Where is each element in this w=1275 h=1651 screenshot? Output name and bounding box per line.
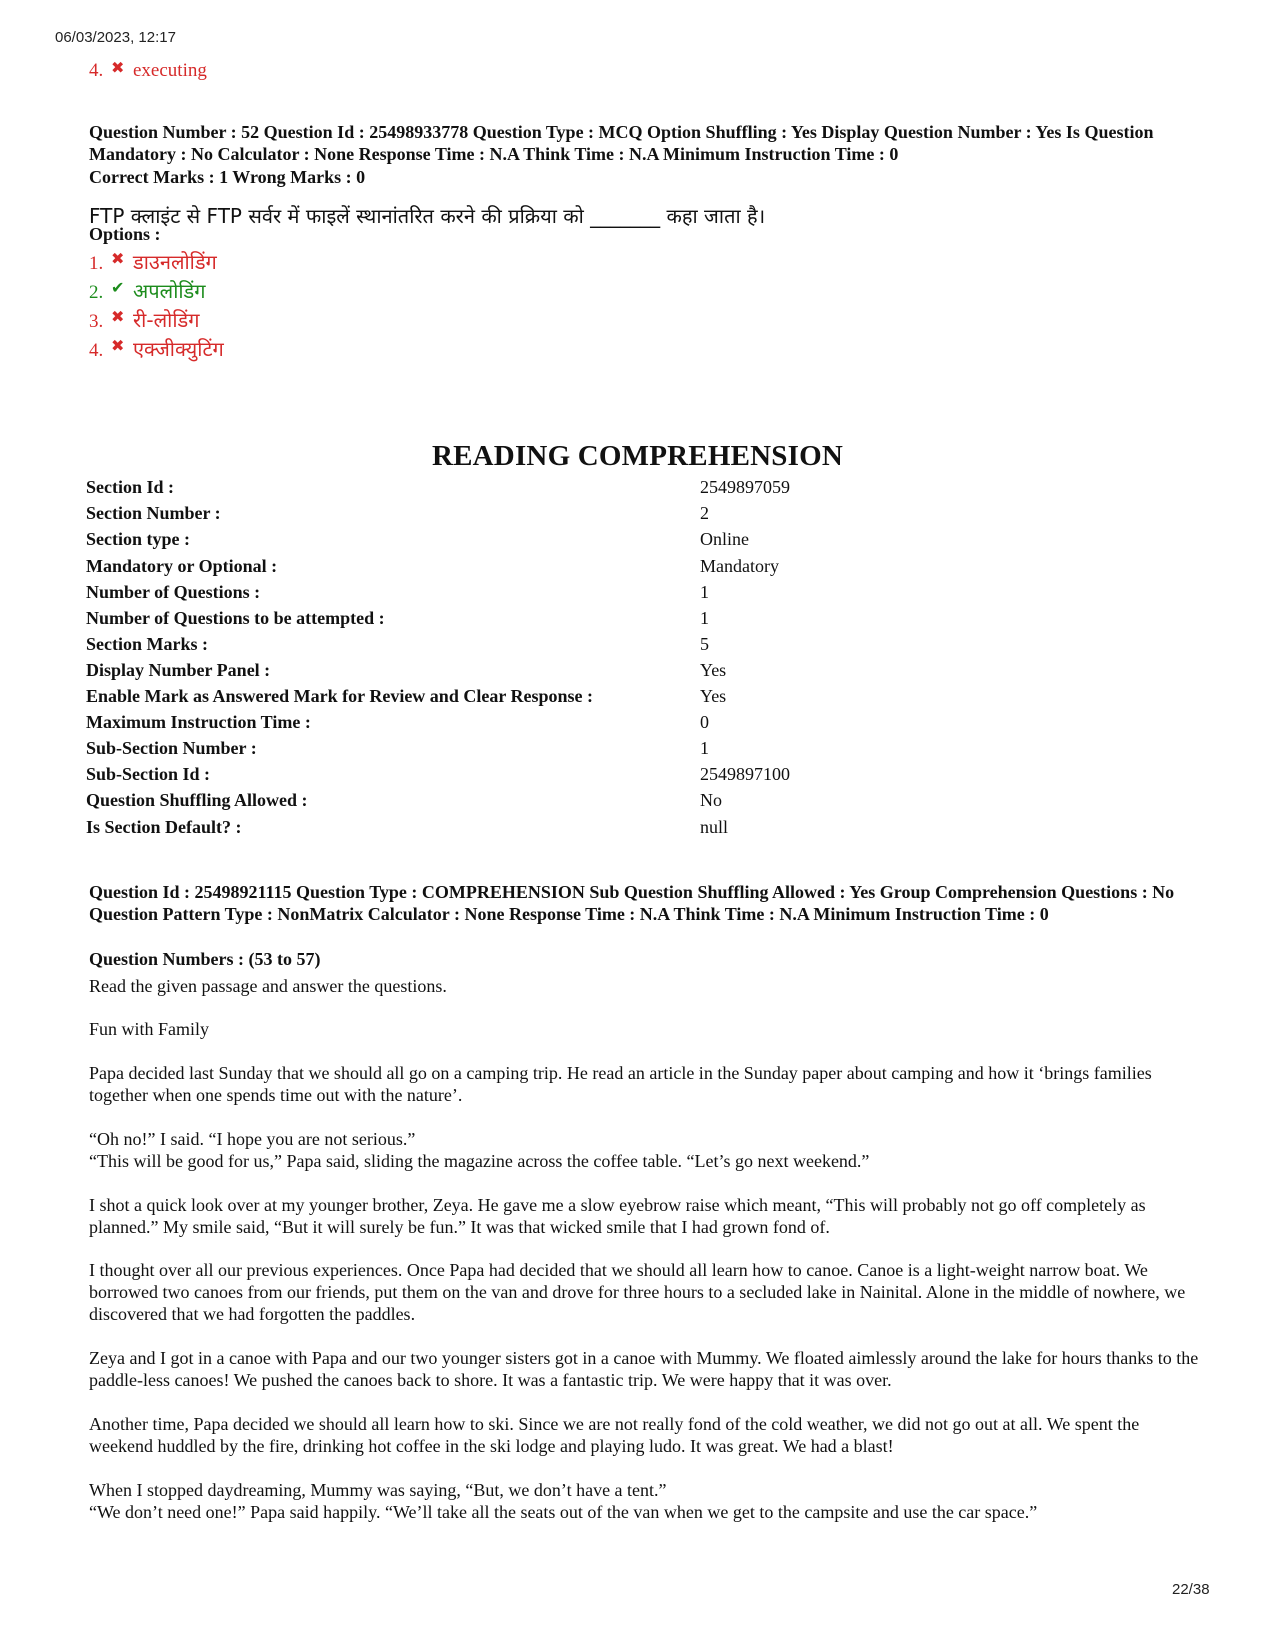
- section-row: [86, 556, 1186, 582]
- section-row-label: Question Shuffling Allowed :: [86, 790, 308, 810]
- passage-paragraph: “This will be good for us,” Papa said, sliding the magazine across the coffee table. “Let’s go next weekend.”: [89, 1151, 870, 1171]
- passage-paragraph: Papa decided last Sunday that we should all go on a camping trip. He read an article in the Sunday paper about camping and how it ‘brings families together when one spends time out with the nature’.: [89, 1063, 1152, 1105]
- section-row-label: Section Marks :: [86, 634, 208, 654]
- section-row: [86, 634, 1186, 660]
- section-row: [86, 686, 1186, 712]
- question-52-text: FTP क्लाइंट से FTP सर्वर में फाइलें स्थानांतरित करने की प्रक्रिया को _______ कहा जाता है।: [89, 204, 766, 228]
- section-row-label: Maximum Instruction Time :: [86, 712, 311, 732]
- option-number: 4.: [89, 340, 104, 361]
- option-number: 2.: [89, 282, 104, 303]
- option-number: 3.: [89, 311, 104, 332]
- check-icon: ✔: [111, 278, 125, 297]
- section-row-value: Yes: [700, 686, 727, 706]
- section-row-value: 0: [700, 712, 709, 732]
- section-row-value: Yes: [700, 660, 727, 680]
- passage-paragraph: “Oh no!” I said. “I hope you are not serious.”: [89, 1129, 416, 1149]
- section-row-value: 1: [700, 582, 709, 602]
- cross-icon: ✖: [111, 307, 125, 326]
- question-52-option-1: [89, 248, 217, 276]
- section-row: [86, 660, 1186, 686]
- cross-icon: ✖: [111, 249, 125, 268]
- section-row-value: 1: [700, 608, 709, 628]
- passage-instruction: Read the given passage and answer the questions.: [89, 976, 447, 996]
- section-row-label: Section Id :: [86, 477, 175, 497]
- option-text: डाउनलोडिंग: [133, 250, 217, 274]
- section-row: [86, 608, 1186, 634]
- passage-paragraph: “We don’t need one!” Papa said happily. “We’ll take all the seats out of the van when we get to the campsite and use the car space.”: [89, 1502, 1038, 1522]
- question-52-meta: Question Number : 52 Question Id : 25498933778 Question Type : MCQ Option Shuffling : Yes Display Question Number : Yes Is Question Mandatory : No Calculator : None Response Time : N.A Think Time : N.A Minimum Instruction Time : 0: [89, 122, 1154, 164]
- cross-icon: ✖: [111, 58, 125, 77]
- section-row: [86, 582, 1186, 608]
- section-row-value: 2: [700, 503, 709, 523]
- section-row-value: 2549897059: [700, 477, 790, 497]
- page-number: 22/38: [1172, 1581, 1210, 1598]
- section-row-value: 1: [700, 738, 709, 758]
- cross-icon: ✖: [111, 336, 125, 355]
- section-row-value: Online: [700, 529, 749, 549]
- section-row-label: Sub-Section Id :: [86, 764, 211, 784]
- question-52-marks: Correct Marks : 1 Wrong Marks : 0: [89, 167, 366, 187]
- section-row-value: null: [700, 817, 729, 837]
- section-row-label: Section Number :: [86, 503, 221, 523]
- section-row-label: Section type :: [86, 529, 190, 549]
- section-row: [86, 529, 1186, 555]
- option-number: 4.: [89, 60, 104, 81]
- section-row: [86, 712, 1186, 738]
- section-row-label: Mandatory or Optional :: [86, 556, 278, 576]
- section-row-value: 2549897100: [700, 764, 790, 784]
- section-row: [86, 790, 1186, 816]
- section-row: [86, 738, 1186, 764]
- prev-question-option-4: [89, 57, 207, 85]
- option-text: अपलोडिंग: [133, 279, 206, 303]
- section-row-label: Enable Mark as Answered Mark for Review and Clear Response :: [86, 686, 593, 706]
- print-timestamp: 06/03/2023, 12:17: [55, 29, 176, 46]
- section-row: [86, 817, 1186, 843]
- question-numbers: Question Numbers : (53 to 57): [89, 949, 321, 969]
- passage-paragraph: I shot a quick look over at my younger brother, Zeya. He gave me a slow eyebrow raise which meant, “This will probably not go off completely as planned.” My smile said, “But it will surely be fun.” It was that wicked smile that I had grown fond of.: [89, 1195, 1146, 1237]
- options-label: Options :: [89, 224, 161, 244]
- section-row-label: Display Number Panel :: [86, 660, 271, 680]
- section-row-label: Number of Questions to be attempted :: [86, 608, 385, 628]
- question-52-option-3: [89, 306, 199, 334]
- comprehension-meta: Question Id : 25498921115 Question Type : COMPREHENSION Sub Question Shuffling Allowed : Yes Group Comprehension Questions : No Question Pattern Type : NonMatrix Calculator : None Response Time : N.A Think Time : N.A Minimum Instruction Time : 0: [89, 882, 1175, 924]
- option-text: एक्जीक्युटिंग: [133, 337, 224, 361]
- passage-title: Fun with Family: [89, 1019, 210, 1039]
- option-text: री-लोडिंग: [133, 308, 200, 332]
- question-52-option-2: [89, 277, 206, 305]
- section-row: [86, 477, 1186, 503]
- section-row-label: Number of Questions :: [86, 582, 261, 602]
- section-row-label: Is Section Default? :: [86, 817, 242, 837]
- question-52-option-4: [89, 335, 224, 363]
- passage-paragraph: Zeya and I got in a canoe with Papa and our two younger sisters got in a canoe with Mummy. We floated aimlessly around the lake for hours thanks to the paddle-less canoes! We pushed the canoes back to shore. It was a fantastic trip. We were happy that it was over.: [89, 1348, 1199, 1390]
- passage-paragraph: I thought over all our previous experiences. Once Papa had decided that we should all learn how to canoe. Canoe is a light-weight narrow boat. We borrowed two canoes from our friends, put them on the van and drove for three hours to a secluded lake in Nainital. Alone in the middle of nowhere, we discovered that we had forgotten the paddles.: [89, 1260, 1186, 1324]
- section-row: [86, 503, 1186, 529]
- section-row: [86, 764, 1186, 790]
- option-text: executing: [133, 60, 207, 81]
- option-number: 1.: [89, 253, 104, 274]
- section-row-label: Sub-Section Number :: [86, 738, 257, 758]
- passage-paragraph: When I stopped daydreaming, Mummy was saying, “But, we don’t have a tent.”: [89, 1480, 667, 1500]
- section-row-value: No: [700, 790, 722, 810]
- section-row-value: 5: [700, 634, 709, 654]
- section-title: READING COMPREHENSION: [431, 440, 844, 472]
- passage-paragraph: Another time, Papa decided we should all learn how to ski. Since we are not really fond of the cold weather, we did not go out at all. We spent the weekend huddled by the fire, drinking hot coffee in the ski lodge and playing ludo. It was great. We had a blast!: [89, 1414, 1140, 1456]
- section-row-value: Mandatory: [700, 556, 779, 576]
